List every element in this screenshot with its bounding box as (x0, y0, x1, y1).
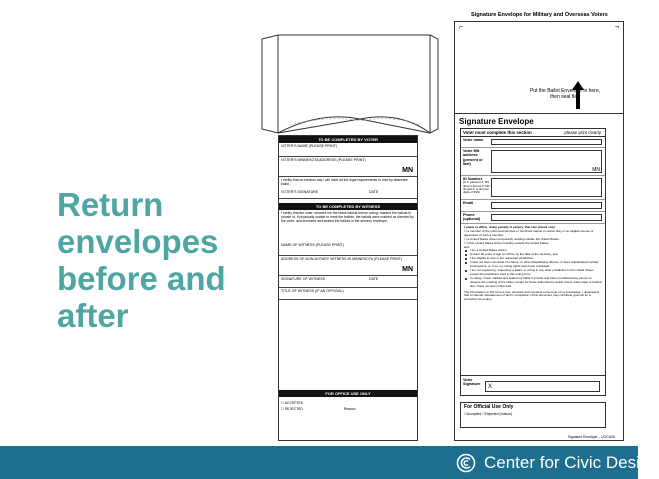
email-label: Email (463, 201, 474, 205)
office-rejected (279, 406, 417, 412)
oath-item: In voting, I have marked and sealed my ballot in private and have not allowed any person to observe the marking of the ballot, except for those authorized to assist voters under state or federal law. I have not been influenced. (464, 277, 602, 289)
field-label: NAME OF WITNESS (PLEASE PRINT) (281, 243, 344, 247)
witness-certify-text: I certify that the voter: showed me the blank ballots before voting; marked the ballots in private or, if physically unable to mark the ballots, the ballots were marked as directed by the voter; and enclosed and sealed the ballots in the secrecy envelope. (281, 211, 414, 223)
email-input[interactable] (491, 202, 602, 209)
slide-title (57, 186, 257, 334)
section-header (461, 129, 605, 137)
new-return-envelope (454, 21, 624, 441)
option-text: other United States citizen residing outside the United States. (467, 240, 550, 245)
footer-bar (0, 446, 659, 479)
checkbox-icon: ☐ (281, 401, 285, 405)
field-label: VOTER'S NAME (PLEASE PRINT) (281, 144, 337, 148)
print-clearly-note: please print clearly (564, 130, 601, 135)
and-text: and (464, 244, 470, 249)
rejected-label: Rejected (reason) (485, 412, 513, 416)
phone-row (461, 212, 605, 224)
voter-certify-text: I certify that on election day I will meet all the legal requirements to vote by absentee ballot. (281, 178, 408, 186)
option-text: a United States citizen temporarily residing outside the United States; (467, 236, 560, 241)
corner-mark-icon: ⌐ (459, 24, 464, 31)
checkbox-icon: ☐ (281, 407, 285, 411)
accepted-label: Accepted (467, 412, 482, 416)
title-line: Return (57, 186, 164, 223)
rejected-label: REJECTED (284, 407, 303, 411)
old-envelope-form (278, 135, 418, 441)
oath-item: I am a United States citizen, (464, 249, 602, 253)
blank-area (279, 300, 417, 390)
section-header-text: Voter must complete this section (463, 130, 532, 135)
id-number-input[interactable] (491, 178, 602, 197)
field-label: DATE (369, 190, 379, 194)
oath-section (461, 224, 605, 304)
corner-mark-icon: ¬ (614, 24, 619, 31)
signature-envelope-title: Signature Envelope (459, 117, 534, 126)
voter-name-input[interactable] (491, 139, 602, 145)
office-band: FOR OFFICE USE ONLY (279, 390, 417, 397)
id-hint: (U.S. passport #, MN driver's license #, MN ID card #, or last four digits of SSN) (463, 180, 490, 195)
checkbox-icon[interactable]: ☐ (464, 236, 468, 241)
checkbox-icon: ☐ (482, 412, 486, 416)
state-label: MN (402, 167, 413, 174)
envelope-flap (454, 21, 624, 113)
option-text: a member of the uniformed services or merchant marine on active duty or an eligible spouse or dependent of such a member; (464, 228, 594, 237)
email-row (461, 200, 605, 212)
witness-band: TO BE COMPLETED BY WITNESS (279, 203, 417, 210)
official-use-options (461, 411, 605, 417)
phone-label: Phone (optional) (463, 213, 481, 222)
oath-item: I am eligible to vote in the requested jurisdiction. (464, 257, 602, 261)
oath-item: I am not registering, requesting a ballot, or voting in any other jurisdiction in the United States except the jurisdiction cited in this voting form. (464, 269, 602, 277)
voter-section (460, 128, 606, 396)
checkbox-icon[interactable]: ☐ (464, 228, 468, 233)
field-label: VOTER'S SIGNATURE (281, 190, 319, 194)
phone-input[interactable] (491, 214, 602, 221)
voter-signature-label: Voter Signature (463, 378, 481, 387)
field-label: VOTER'S MINNESOTA ADDRESS (PLEASE PRINT) (281, 158, 366, 162)
state-label: MN (402, 266, 413, 273)
office-accepted (279, 397, 417, 406)
closing-text: The information on this form is true, accurate and complete to the best of my knowledge. I understand that a material misstatement of fact in completion of this document may constitute grounds for a conviction for perjury. (464, 289, 599, 302)
witness-address-field (279, 256, 417, 276)
field-label: ADDRESS OF NON-NOTARY WITNESS IN MINNESOTA (PLEASE PRINT) (281, 257, 403, 261)
witness-signature-field (279, 276, 417, 288)
envelope-body (454, 113, 624, 441)
voter-name-row (461, 137, 605, 148)
x-mark: X (488, 384, 493, 390)
checkbox-icon[interactable]: ☐ (464, 240, 468, 245)
field-label: TITLE OF WITNESS (IF AN OFFICIAL) (281, 289, 344, 293)
accepted-label: ACCEPTED (284, 401, 304, 405)
oath-intro: I swear or affirm, under penalty of perjury, that I am (check one): (464, 225, 556, 229)
state-label: MN (592, 166, 600, 173)
voter-address-input[interactable] (491, 150, 602, 173)
witness-title-field (279, 288, 417, 300)
envelope-footnote: Signature Envelope – UOCAVA (567, 435, 615, 439)
voter-address-row (461, 148, 605, 176)
voter-name-field (279, 143, 417, 157)
voter-band: TO BE COMPLETED BY VOTER (279, 136, 417, 143)
voter-name-label: Voter name (463, 138, 484, 142)
id-number-row (461, 176, 605, 200)
field-label: SIGNATURE OF WITNESS (281, 277, 326, 281)
official-use-title: For Official Use Only (464, 404, 514, 410)
oath-item: I have not been convicted of a felony, or other disqualifying offense, or been adjudicated mentally incompetent, or, if so, my voting rights have been reinstated. (464, 261, 602, 269)
voter-address-field (279, 157, 417, 177)
id-number-label: ID Number (463, 177, 483, 181)
oath-item: at least 18 years of age (or will be by the date of the election), and (464, 253, 602, 257)
flap-instruction: Put the Ballot Envelope in here, then seal flap (529, 88, 601, 100)
checkbox-icon: ☐ (464, 412, 468, 416)
voter-address-label: Voter MN address (present or last) (463, 149, 483, 167)
field-label: DATE (369, 277, 379, 281)
reason-label: Reason (343, 407, 356, 411)
ccd-logo-icon (456, 453, 476, 473)
voter-signature-row (461, 375, 605, 395)
title-line: after (57, 297, 129, 334)
new-envelope-title: Signature Envelope for Military and Overseas Voters (471, 12, 608, 18)
official-use-section (460, 402, 606, 428)
title-line: before and (57, 260, 226, 297)
witness-name-field (279, 242, 417, 256)
title-line: envelopes (57, 223, 219, 260)
voter-signature-field (279, 189, 417, 199)
voter-signature-input[interactable] (485, 381, 600, 392)
brand-name: Center for Civic Design (484, 453, 659, 472)
old-return-envelope (260, 33, 440, 433)
